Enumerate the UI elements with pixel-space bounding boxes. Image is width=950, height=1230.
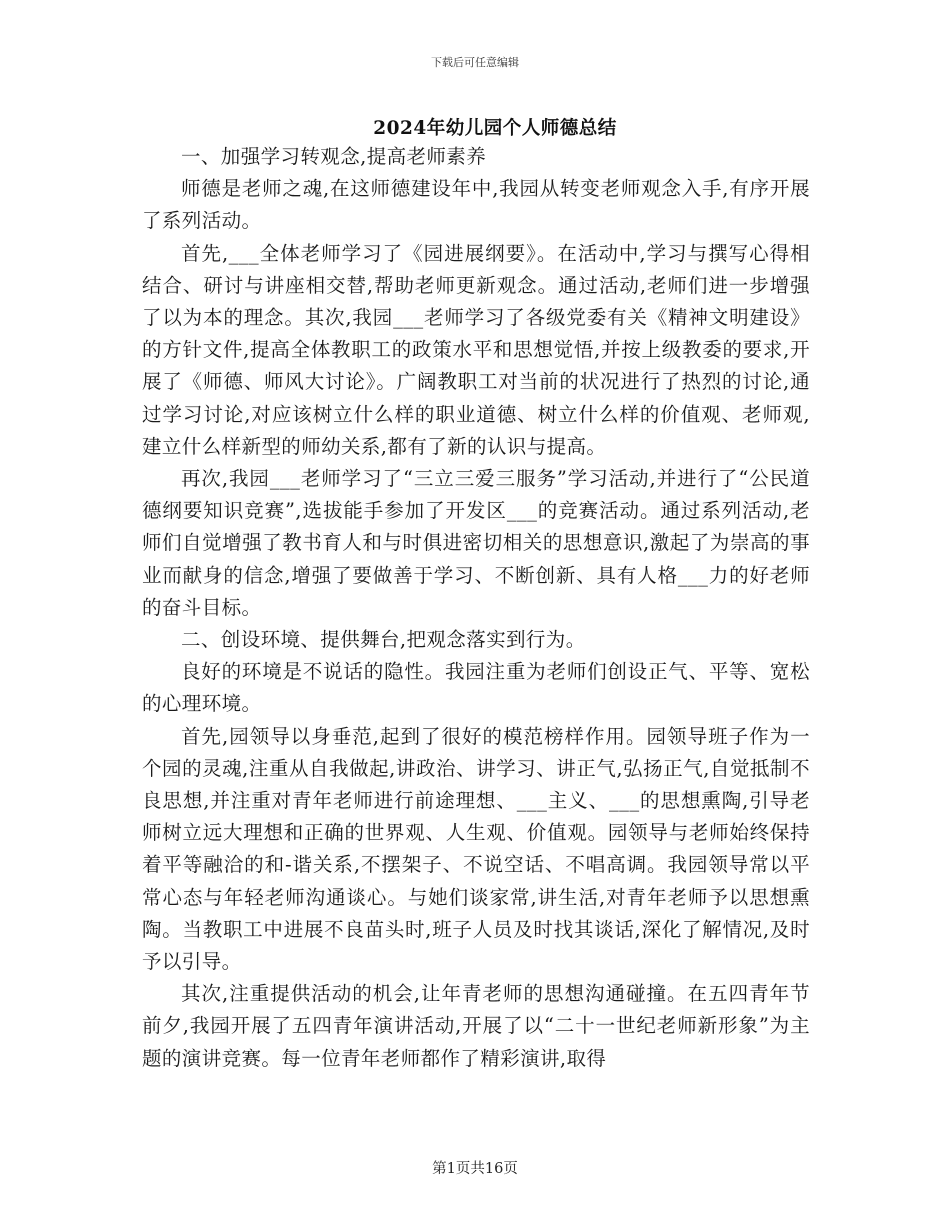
document-title: 2024年幼儿园个人师德总结 — [373, 118, 617, 139]
page-number-footer: 第1页共16页 — [432, 1161, 518, 1177]
body-paragraph: 首先,园领导以身垂范,起到了很好的模范榜样作用。园领导班子作为一个园的灵魂,注重从自我做起,讲政治、讲学习、讲正气,弘扬正气,自觉抵制不良思想,并注重对青年老师进行前途理想、___主义、___的思想熏陶,引导老师树立远大理想和正确的世界观、人生观、价值观。园领导与老师始终保持着平等融洽的和-谐关系,不摆架子、不说空话、不唱高调。我园领导常以平常心态与年轻老师沟通谈心。与她们谈家常,讲生活,对青年老师予以思想熏陶。当教职工中进展不良苗头时,班子人员及时找其谈话,深化了解情况,及时予以引导。 — [142, 724, 810, 974]
body-paragraph: 师德是老师之魂,在这师德建设年中,我园从转变老师观念入手,有序开展了系列活动。 — [142, 177, 810, 233]
section-heading-1: 一、加强学习转观念,提高老师素养 — [181, 145, 487, 168]
body-paragraph: 首先,___全体老师学习了《园进展纲要》。在活动中,学习与撰写心得相结合、研讨与讲座相交替,帮助老师更新观念。通过活动,老师们进一步增强了以为本的理念。其次,我园___老师学习了各级党委有关《精神文明建设》的方针文件,提高全体教职工的政策水平和思想觉悟,并按上级教委的要求,开展了《师德、师风大讨论》。广阔教职工对当前的状况进行了热烈的讨论,通过学习讨论,对应该树立什么样的职业道德、树立什么样的价值观、老师观,建立什么样新型的师幼关系,都有了新的认识与提高。 — [142, 241, 810, 458]
body-paragraph: 再次,我园___老师学习了“三立三爱三服务”学习活动,并进行了“公民道德纲要知识竞赛”,选拔能手参加了开发区___的竞赛活动。通过系列活动,老师们自觉增强了教书育人和与时俱进密切相关的思想意识,激起了为崇高的事业而献身的信念,增强了要做善于学习、不断创新、具有人格___力的好老师的奋斗目标。 — [142, 467, 810, 619]
body-paragraph: 其次,注重提供活动的机会,让年青老师的思想沟通碰撞。在五四青年节前夕,我园开展了五四青年演讲活动,开展了以“二十一世纪老师新形象”为主题的演讲竞赛。每一位青年老师都作了精彩演讲,取得 — [142, 982, 810, 1070]
page-header-note: 下载后可任意编辑 — [431, 56, 519, 69]
body-paragraph: 良好的环境是不说话的隐性。我园注重为老师们创设正气、平等、宽松的心理环境。 — [142, 660, 810, 716]
document-body — [142, 141, 810, 1075]
section-heading-2: 二、创设环境、提供舞台,把观念落实到行为。 — [181, 628, 586, 652]
